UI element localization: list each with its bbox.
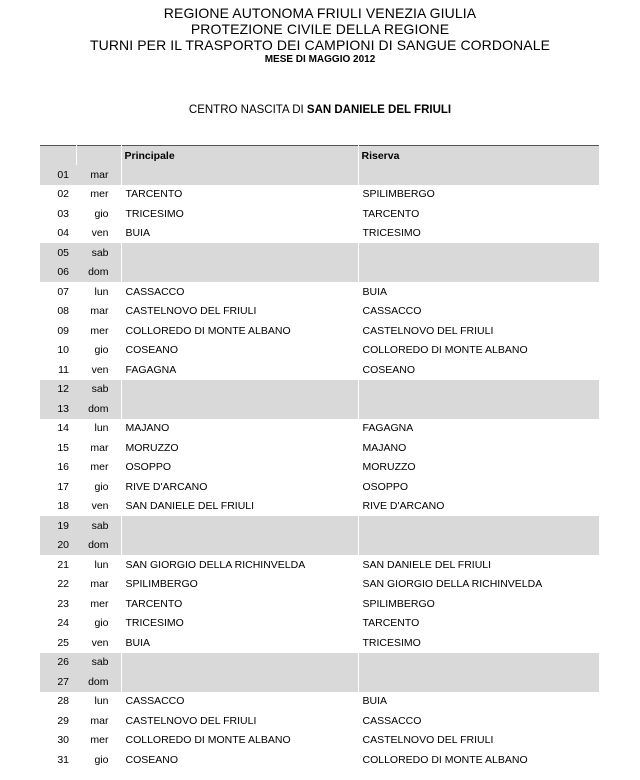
day-number-cell: 08 <box>57 305 69 318</box>
principale-cell: COLLOREDO DI MONTE ALBANO <box>121 731 358 751</box>
weekday-cell: sab <box>76 380 121 400</box>
riserva-cell: COSEANO <box>358 360 599 380</box>
riserva-cell: BUIA <box>358 692 599 712</box>
riserva-cell: TRICESIMO <box>358 224 599 244</box>
table-row <box>40 302 599 322</box>
weekday-cell: mer <box>90 597 109 610</box>
region-title: REGIONE AUTONOMA FRIULI VENEZIA GIULIA <box>163 5 477 21</box>
principale-cell: RIVE D'ARCANO <box>121 477 358 497</box>
table-row <box>40 360 599 380</box>
table-row <box>40 692 599 712</box>
weekday-cell: ven <box>91 363 109 376</box>
weekday-cell: dom <box>76 536 121 556</box>
day-number-cell: 20 <box>40 536 76 556</box>
day-number-cell: 26 <box>40 653 76 673</box>
riserva-cell <box>358 263 599 283</box>
riserva-cell <box>358 380 599 400</box>
day-number-cell: 17 <box>57 480 69 493</box>
principale-cell: CASTELNOVO DEL FRIULI <box>121 302 358 322</box>
principale-cell: FAGAGNA <box>121 360 358 380</box>
table-row <box>40 516 599 536</box>
weekday-cell: lun <box>94 695 109 708</box>
principale-cell: CASSACCO <box>121 692 358 712</box>
weekday-cell: ven <box>91 636 109 649</box>
table-row <box>40 419 599 439</box>
principale-cell: TARCENTO <box>121 594 358 614</box>
table-row <box>40 477 599 497</box>
table-row <box>40 185 599 205</box>
weekday-cell: lun <box>94 422 109 435</box>
weekday-cell: dom <box>76 263 121 283</box>
table-row <box>40 321 599 341</box>
principale-cell: COLLOREDO DI MONTE ALBANO <box>121 321 358 341</box>
riserva-cell: TRICESIMO <box>358 633 599 653</box>
principale-cell: MAJANO <box>121 419 358 439</box>
day-number-cell: 31 <box>57 753 69 766</box>
principale-cell <box>121 653 358 673</box>
table-row <box>40 399 599 419</box>
centre-prefix: CENTRO NASCITA DI <box>188 104 307 116</box>
weekday-cell: gio <box>94 480 109 493</box>
weekday-cell: mer <box>90 188 109 201</box>
riserva-cell: FAGAGNA <box>358 419 599 439</box>
principale-cell: TRICESIMO <box>121 614 358 634</box>
table-row <box>40 341 599 361</box>
weekday-cell: lun <box>94 558 109 571</box>
riserva-cell: TARCENTO <box>358 204 599 224</box>
table-row <box>40 633 599 653</box>
riserva-cell: CASTELNOVO DEL FRIULI <box>358 321 599 341</box>
centre-name: SAN DANIELE DEL FRIULI <box>306 104 452 116</box>
principale-cell <box>121 243 358 263</box>
principale-cell <box>121 672 358 692</box>
col-header-principale: Principale <box>121 146 358 166</box>
principale-cell: OSOPPO <box>121 458 358 478</box>
table-row <box>40 380 599 400</box>
principale-cell: COSEANO <box>121 750 358 770</box>
riserva-cell: RIVE D'ARCANO <box>358 497 599 517</box>
riserva-cell: SAN DANIELE DEL FRIULI <box>358 555 599 575</box>
riserva-cell <box>358 243 599 263</box>
weekday-cell: mar <box>90 714 109 727</box>
riserva-cell: SPILIMBERGO <box>358 185 599 205</box>
day-number-cell: 27 <box>40 672 76 692</box>
day-number-cell: 30 <box>57 734 69 747</box>
riserva-cell: CASSACCO <box>358 302 599 322</box>
day-number-cell: 25 <box>57 636 69 649</box>
principale-cell <box>121 263 358 283</box>
day-number-cell: 05 <box>40 243 76 263</box>
principale-cell: BUIA <box>121 633 358 653</box>
table-row <box>40 672 599 692</box>
riserva-cell <box>358 536 599 556</box>
day-number-cell: 12 <box>40 380 76 400</box>
table-row <box>40 458 599 478</box>
weekday-cell: mar <box>76 165 121 185</box>
day-number-cell: 13 <box>40 399 76 419</box>
riserva-cell <box>358 516 599 536</box>
shift-table <box>40 145 599 770</box>
table-row <box>40 594 599 614</box>
day-number-cell: 02 <box>57 188 69 201</box>
day-number-cell: 03 <box>57 207 69 220</box>
riserva-cell: COLLOREDO DI MONTE ALBANO <box>358 750 599 770</box>
principale-cell: TRICESIMO <box>121 204 358 224</box>
table-row <box>40 575 599 595</box>
table-row <box>40 224 599 244</box>
riserva-cell: OSOPPO <box>358 477 599 497</box>
weekday-cell: mar <box>90 305 109 318</box>
table-row <box>40 536 599 556</box>
day-number-cell: 19 <box>40 516 76 536</box>
riserva-cell: BUIA <box>358 282 599 302</box>
weekday-cell: mer <box>90 734 109 747</box>
weekday-cell: sab <box>76 516 121 536</box>
day-number-cell: 24 <box>57 617 69 630</box>
weekday-cell: mer <box>90 461 109 474</box>
riserva-cell: TARCENTO <box>358 614 599 634</box>
document-header <box>0 5 640 67</box>
weekday-cell: dom <box>76 672 121 692</box>
day-number-cell: 11 <box>58 363 69 376</box>
day-number-cell: 23 <box>57 597 69 610</box>
table-body <box>40 165 599 770</box>
agency-title: PROTEZIONE CIVILE DELLA REGIONE <box>190 21 450 37</box>
table-row <box>40 497 599 517</box>
principale-cell: SAN GIORGIO DELLA RICHINVELDA <box>121 555 358 575</box>
riserva-cell <box>358 653 599 673</box>
table-row <box>40 204 599 224</box>
day-number-cell: 14 <box>57 422 69 435</box>
principale-cell: SPILIMBERGO <box>121 575 358 595</box>
weekday-cell: lun <box>94 285 109 298</box>
weekday-cell: gio <box>94 344 109 357</box>
riserva-cell: SPILIMBERGO <box>358 594 599 614</box>
table-row <box>40 282 599 302</box>
principale-cell: TARCENTO <box>121 185 358 205</box>
col-header-num <box>40 146 76 166</box>
principale-cell: BUIA <box>121 224 358 244</box>
riserva-cell: MORUZZO <box>358 458 599 478</box>
col-header-riserva: Riserva <box>358 146 599 166</box>
riserva-cell <box>358 399 599 419</box>
day-number-cell: 10 <box>57 344 69 357</box>
riserva-cell: COLLOREDO DI MONTE ALBANO <box>358 341 599 361</box>
principale-cell <box>121 516 358 536</box>
weekday-cell: gio <box>94 617 109 630</box>
weekday-cell: gio <box>94 207 109 220</box>
principale-cell: COSEANO <box>121 341 358 361</box>
principale-cell: CASSACCO <box>121 282 358 302</box>
month-line <box>0 53 640 67</box>
table-row <box>40 614 599 634</box>
day-number-cell: 18 <box>57 500 69 513</box>
day-number-cell: 16 <box>57 461 69 474</box>
table-row <box>40 653 599 673</box>
day-number-cell: 15 <box>57 441 69 454</box>
table-row <box>40 750 599 770</box>
weekday-cell: dom <box>76 399 121 419</box>
table-row <box>40 555 599 575</box>
day-number-cell: 21 <box>57 558 69 571</box>
principale-cell: CASTELNOVO DEL FRIULI <box>121 711 358 731</box>
weekday-cell: ven <box>91 227 109 240</box>
day-number-cell: 29 <box>57 714 69 727</box>
col-header-day <box>76 146 121 166</box>
riserva-cell <box>358 672 599 692</box>
table-row <box>40 165 599 185</box>
table-row <box>40 731 599 751</box>
day-number-cell: 28 <box>57 695 69 708</box>
table-row <box>40 263 599 283</box>
principale-cell <box>121 536 358 556</box>
month-prefix: MESE DI <box>264 54 309 65</box>
month-value: MAGGIO 2012 <box>308 54 376 65</box>
principale-cell: MORUZZO <box>121 438 358 458</box>
riserva-cell: CASTELNOVO DEL FRIULI <box>358 731 599 751</box>
weekday-cell: sab <box>76 653 121 673</box>
weekday-cell: mar <box>90 441 109 454</box>
day-number-cell: 06 <box>40 263 76 283</box>
birth-centre-line <box>0 104 640 116</box>
table-row <box>40 243 599 263</box>
table-row <box>40 438 599 458</box>
table-header-row <box>40 146 599 166</box>
weekday-cell: sab <box>76 243 121 263</box>
weekday-cell: ven <box>91 500 109 513</box>
principale-cell: SAN DANIELE DEL FRIULI <box>121 497 358 517</box>
day-number-cell: 09 <box>57 324 69 337</box>
day-number-cell: 04 <box>57 227 69 240</box>
principale-cell <box>121 165 358 185</box>
weekday-cell: mar <box>90 578 109 591</box>
day-number-cell: 22 <box>57 578 69 591</box>
riserva-cell <box>358 165 599 185</box>
principale-cell <box>121 380 358 400</box>
table-row <box>40 711 599 731</box>
day-number-cell: 07 <box>57 285 69 298</box>
weekday-cell: gio <box>94 753 109 766</box>
riserva-cell: MAJANO <box>358 438 599 458</box>
document-title: TURNI PER IL TRASPORTO DEI CAMPIONI DI SANGUE CORDONALE <box>89 37 551 53</box>
weekday-cell: mer <box>90 324 109 337</box>
riserva-cell: CASSACCO <box>358 711 599 731</box>
day-number-cell: 01 <box>40 165 76 185</box>
principale-cell <box>121 399 358 419</box>
riserva-cell: SAN GIORGIO DELLA RICHINVELDA <box>358 575 599 595</box>
